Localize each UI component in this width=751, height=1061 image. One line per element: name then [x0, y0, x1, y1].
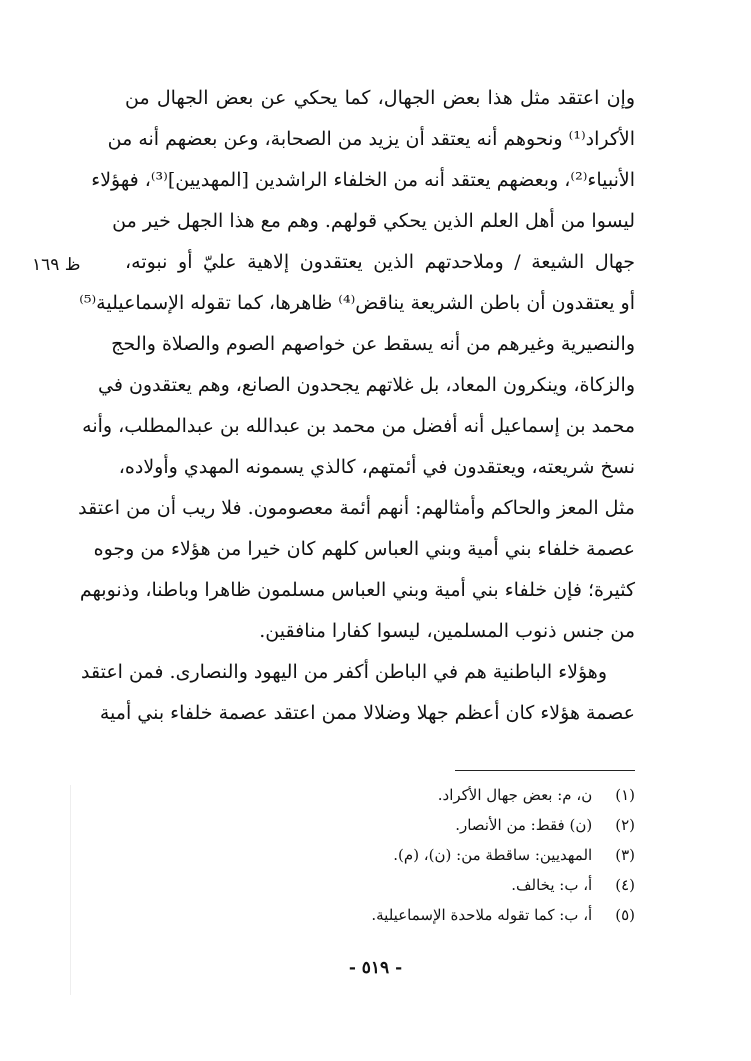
text-line: محمد بن إسماعيل أنه أفضل من محمد بن عبدالله بن عبدالمطلب، وأنه [82, 415, 635, 437]
footnote [200, 780, 635, 810]
footnote-separator [455, 770, 635, 771]
text-line: كثيرة؛ فإن خلفاء بني أمية وبني العباس مسلمون ظاهرا وباطنا، وذنوبهم [79, 579, 635, 601]
page-number: - ٥١٩ - [348, 958, 403, 978]
footnote-number: (١) [615, 786, 635, 804]
footnote-text: أ، ب: كما تقوله ملاحدة الإسماعيلية. [371, 906, 593, 924]
text-line: مثل المعز والحاكم وأمثالهم: أنهم أئمة معصومون. فلا ريب أن من اعتقد [78, 497, 635, 519]
footnote-text: المهديين: ساقطة من: (ن)، (م). [393, 846, 593, 864]
main-text [78, 78, 635, 734]
text-line: جهال الشيعة / وملاحدتهم الذين يعتقدون إلاهية عليّ أو نبوته، [125, 251, 635, 273]
footnote-text: ن، م: بعض جهال الأكراد. [437, 786, 593, 804]
text-line: وهؤلاء الباطنية هم في الباطن أكفر من اليهود والنصارى. فمن اعتقد [81, 661, 607, 683]
footnote [200, 840, 635, 870]
text-line: الأنبياء⁽²⁾، وبعضهم يعتقد أنه من الخلفاء الراشدين [المهديين]⁽³⁾، فهؤلاء [91, 169, 635, 191]
footnote-text: أ، ب: يخالف. [511, 876, 593, 894]
footnote [200, 870, 635, 900]
footnote-number: (٢) [615, 816, 635, 834]
text-line: وإن اعتقد مثل هذا بعض الجهال، كما يحكي عن بعض الجهال من [125, 87, 635, 109]
footnote-number: (٥) [615, 906, 635, 924]
text-line: عصمة هؤلاء كان أعظم جهلا وضلالا ممن اعتقد عصمة خلفاء بني أمية [99, 702, 635, 724]
text-line: من جنس ذنوب المسلمين، ليسوا كفارا منافقين. [259, 620, 635, 642]
text-line: نسخ شريعته، ويعتقدون في أئمتهم، كالذي يسمونه المهدي وأولاده، [118, 456, 635, 478]
manuscript-folio-note: ظ ١٦٩ [32, 255, 81, 275]
footnote-number: (٣) [615, 846, 635, 864]
text-line: أو يعتقدون أن باطن الشريعة يناقض⁽⁴⁾ ظاهرها، كما تقوله الإسماعيلية⁽⁵⁾ [79, 292, 635, 314]
footnote-text: (ن) فقط: من الأنصار. [455, 816, 593, 834]
footnote-number: (٤) [615, 876, 635, 894]
text-line: الأكراد⁽¹⁾ ونحوهم أنه يعتقد أن يزيد من الصحابة، وعن بعضهم أنه من [107, 128, 635, 150]
footnotes [200, 780, 635, 930]
text-line: عصمة خلفاء بني أمية وبني العباس كلهم كان خيرا من هؤلاء من وجوه [93, 538, 635, 560]
text-line: ليسوا من أهل العلم الذين يحكي قولهم. وهم مع هذا الجهل خير من [112, 210, 635, 232]
text-line: والزكاة، وينكرون المعاد، بل غلاتهم يجحدون الصانع، وهم يعتقدون في [98, 374, 635, 396]
text-line: والنصيرية وغيرهم من أنه يسقط عن خواصهم الصوم والصلاة والحج [111, 333, 635, 355]
footnote [200, 810, 635, 840]
footnote [200, 900, 635, 930]
